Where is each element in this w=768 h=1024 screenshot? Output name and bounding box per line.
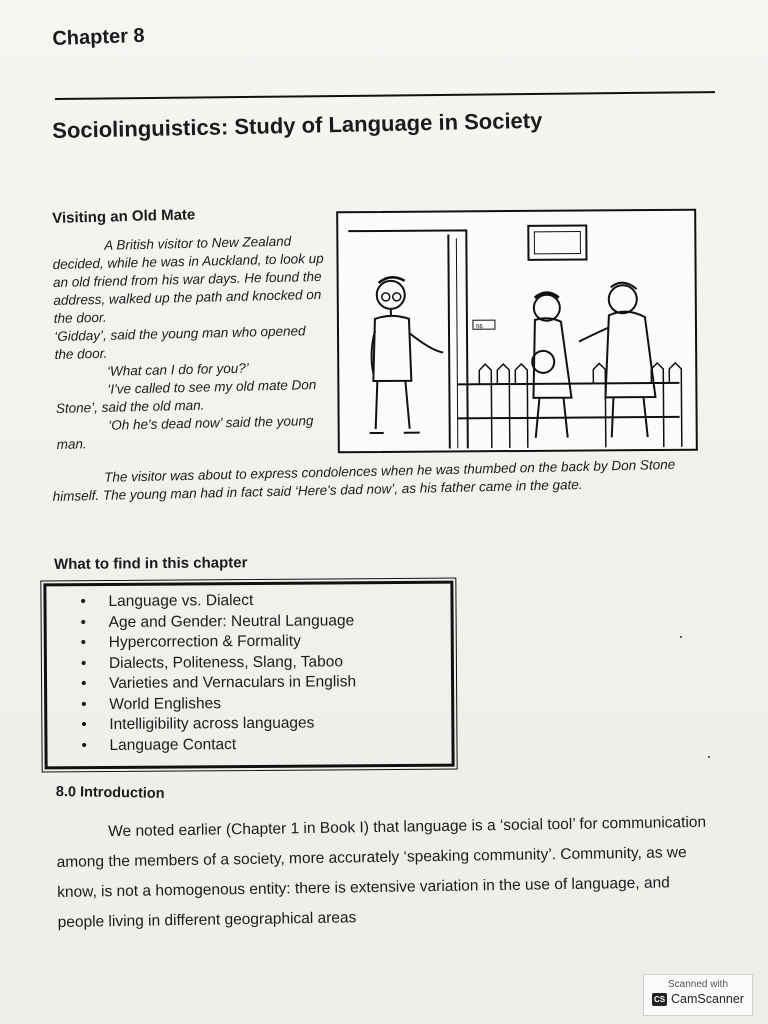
cartoon-drawing (338, 211, 696, 451)
chapter-contents-box (43, 581, 454, 770)
door-number: 56 (475, 324, 483, 331)
intro-paragraph: We noted earlier (Chapter 1 in Book I) that language is a ‘social tool’ for communication among the members of a society, more accurately ‘speaking community’. Community, as we know, is not a homogenous entity: there is extensive variation in the use of language, and people living in different geographical areas (56, 813, 707, 931)
scan-speck (680, 636, 682, 638)
list-item: • Varieties and Vernaculars in English (109, 672, 451, 695)
story-line: ‘I've called to see my old mate Don Stone’, said the old man. (55, 377, 317, 416)
story-text (52, 232, 329, 454)
list-item: • Language Contact (109, 733, 451, 756)
scanned-with-label: Scanned with (667, 979, 729, 990)
chapter-title: Sociolinguistics: Study of Language in Society (52, 107, 543, 143)
story-line: ‘Oh he's dead now’ said the young man. (56, 413, 314, 452)
intro-heading: 8.0 Introduction (55, 784, 165, 802)
story-heading: Visiting an Old Mate (52, 206, 196, 227)
scanner-brand (644, 992, 752, 1006)
story-line: A British visitor to New Zealand decided, while he was in Auckland, to look up an old friend from his war days. He found the address, walked up the path and knocked on the door. (52, 233, 324, 326)
story-line: ‘What can I do for you?’ (106, 360, 249, 379)
intro-body (56, 808, 708, 938)
scanner-brand-name: CamScanner (671, 992, 744, 1006)
list-item: • Language vs. Dialect (108, 590, 450, 613)
story-continuation (52, 455, 703, 506)
list-item: • Dialects, Politeness, Slang, Taboo (109, 651, 451, 674)
story-continuation-text: The visitor was about to express condolences when he was thumbed on the back by Don Stone himself. The young man had in fact said ‘Here's dad now’, as his father came in the gate. (52, 456, 676, 504)
scan-speck (708, 756, 710, 758)
scanner-watermark (643, 974, 753, 1016)
find-heading: What to find in this chapter (54, 554, 248, 573)
list-item: • Hypercorrection & Formality (109, 631, 451, 654)
chapter-rule (55, 91, 715, 100)
cartoon-illustration (336, 209, 698, 454)
list-item: • Age and Gender: Neutral Language (109, 610, 451, 633)
camscanner-logo-icon: CS (653, 994, 666, 1004)
story-line: ‘Gidday’, said the young man who opened the door. (54, 323, 306, 362)
list-item: • Intelligibility across languages (109, 713, 451, 736)
list-item: • World Englishes (109, 692, 451, 715)
chapter-label: Chapter 8 (52, 24, 145, 50)
contents-list (46, 590, 451, 757)
